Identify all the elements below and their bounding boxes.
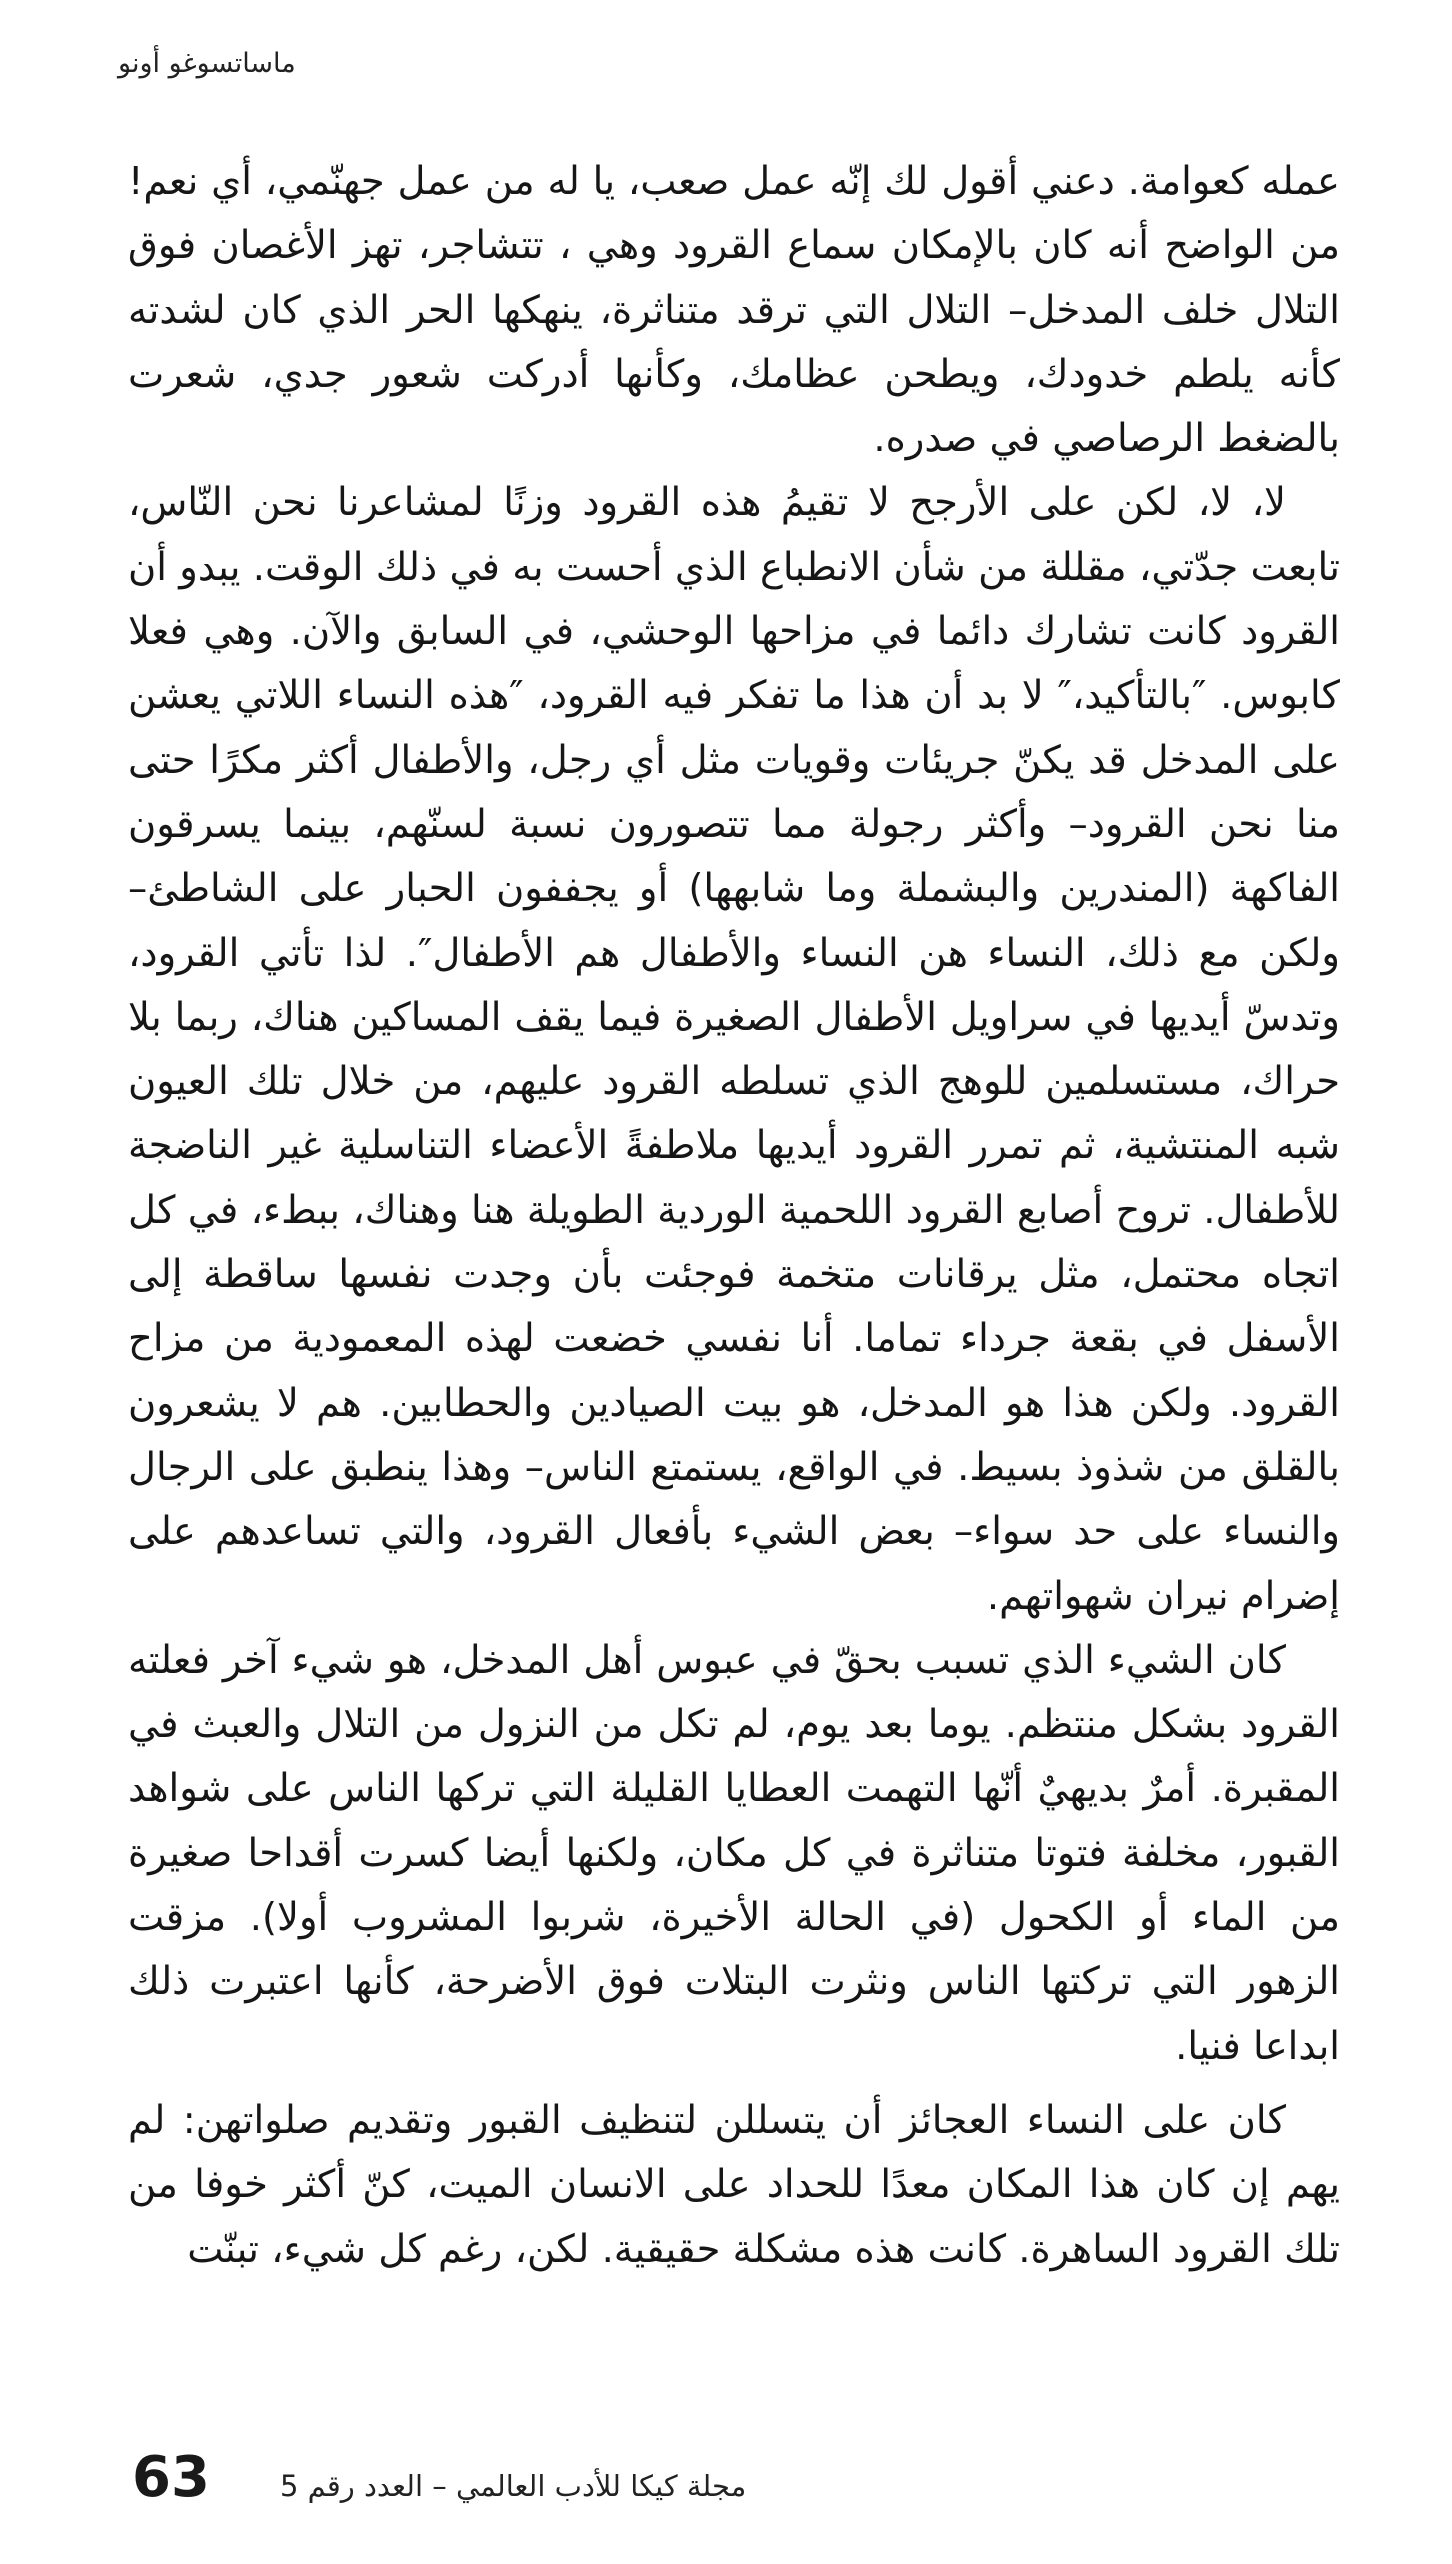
body-text <box>128 150 1340 2282</box>
journal-credit: مجلة كيكا للأدب العالمي – العدد رقم 5 <box>279 2469 747 2503</box>
page-number: 63 <box>132 2445 210 2510</box>
paragraph: كان على النساء العجائز أن يتسللن لتنظيف القبور وتقديم صلواتهن: لم يهم إن كان هذا المكان معدًا للحداد على الانسان الميت، كنّ أكثر خوفا من تلك القرود الساهرة. كانت هذه مشكلة حقيقية. لكن، رغم كل شيء، تبنّت <box>128 2097 1340 2272</box>
paragraph: عمله كعوامة. دعني أقول لك إنّه عمل صعب، يا له من عمل جهنّمي، أي نعم! من الواضح أنه كان بالإمكان سماع القرود وهي ، تتشاجر، تهز الأغصان فوق التلال خلف المدخل– التلال التي ترقد متناثرة، ينهكها الحر الذي كان لشدته كأنه يلطم خدودك، ويطحن عظامك، وكأنها أدركت شعور جدي، شعرت بالضغط الرصاصي في صدره. <box>128 159 1340 462</box>
page-footer <box>132 2445 746 2510</box>
paragraph: لا، لا، لكن على الأرجح لا تقيمُ هذه القرود وزنًا لمشاعرنا نحن النّاس، تابعت جدّتي، مقللة من شأن الانطباع الذي أحست به في ذلك الوقت. يبدو أن القرود كانت تشارك دائما في مزاحها الوحشي، في السابق والآن. وهي فعلا كابوس. ″بالتأكيد،″ لا بد أن هذا ما تفكر فيه القرود، ″هذه النساء اللاتي يعشن على المدخل قد يكنّ جريئات وقويات مثل أي رجل، والأطفال أكثر مكرًا حتى منا نحن القرود– وأكثر رجولة مما تتصورون نسبة لسنّهم، بينما يسرقون الفاكهة (المندرين والبشملة وما شابهها) أو يجففون الحبار على الشاطئ–ولكن مع ذلك، النساء هن النساء والأطفال هم الأطفال″. لذا تأتي القرود، وتدسّ أيديها في سراويل الأطفال الصغيرة فيما يقف المساكين هناك، ربما بلا حراك، مستسلمين للوهج الذي تسلطه القرود عليهم، من خلال تلك العيون شبه المنتشية، ثم تمرر القرود أيديها ملاطفةً الأعضاء التناسلية غير الناضجة للأطفال. تروح أصابع القرود اللحمية الوردية الطويلة هنا وهناك، ببطء، في كل اتجاه محتمل، مثل يرقانات متخمة فوجئت بأن وجدت نفسها ساقطة إلى الأسفل في بقعة جرداء تماما. أنا نفسي خضعت لهذه المعمودية من مزاح القرود. ولكن هذا هو المدخل، هو بيت الصيادين والحطابين. هم لا يشعرون بالقلق من شذوذ بسيط. في الواقع، يستمتع الناس– وهذا ينطبق على الرجال والنساء على حد سواء– بعض الشيء بأفعال القرود، والتي تساعدهم على إضرام نيران شهواتهم. <box>128 480 1340 1619</box>
paragraph: كان الشيء الذي تسبب بحقّ في عبوس أهل المدخل، هو شيء آخر فعلته القرود بشكل منتظم. يوما بعد يوم، لم تكل من النزول من التلال والعبث في المقبرة. أمرٌ بديهيٌ أنّها التهمت العطايا القليلة التي تركها الناس على شواهد القبور، مخلفة فتوتا متناثرة في كل مكان، ولكنها أيضا كسرت أقداحا صغيرة من الماء أو الكحول (في الحالة الأخيرة، شربوا المشروب أولا). مزقت الزهور التي تركتها الناس ونثرت البتلات فوق الأضرحة، كأنها اعتبرت ذلك ابداعا فنيا. <box>128 1637 1340 2069</box>
running-head: ماساتسوغو أونو <box>118 48 296 79</box>
